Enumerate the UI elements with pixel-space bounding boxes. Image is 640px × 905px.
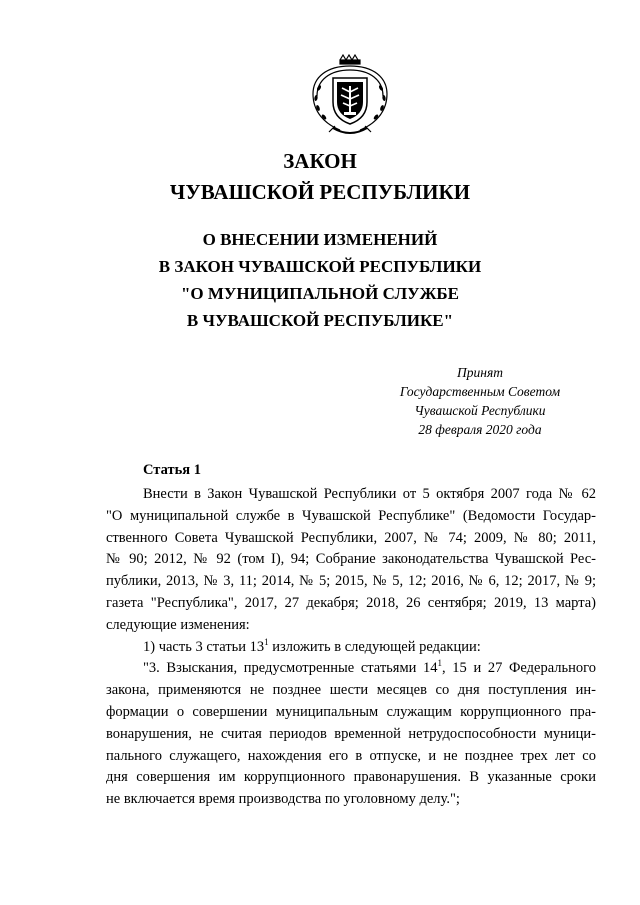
quote-line: закона, применяются не позднее шести месяцев со дня поступления ин- bbox=[106, 682, 596, 699]
list-item bbox=[106, 637, 596, 659]
subtitle-line: В ЧУВАШСКОЙ РЕСПУБЛИКЕ" bbox=[186, 311, 454, 330]
list-item-text: 1) часть 3 статьи 13 bbox=[143, 638, 265, 655]
adoption-date: 28 февраля 2020 года bbox=[418, 422, 542, 437]
article-heading: Статья 1 bbox=[143, 462, 201, 478]
paragraph-line: № 90; 2012, № 92 (том I), 94; Собрание законодательства Чувашской Рес- bbox=[106, 551, 596, 568]
article-intro bbox=[106, 484, 596, 811]
quote-text: "3. Взыскания, предусмотренные статьями 14 bbox=[143, 660, 438, 677]
law-title: ЗАКОН bbox=[283, 149, 357, 173]
quote-line bbox=[106, 658, 596, 680]
subtitle-line: О ВНЕСЕНИИ ИЗМЕНЕНИЙ bbox=[202, 230, 438, 249]
quote-line: дня совершения им коррупционного правонарушения. В указанные сроки bbox=[106, 769, 596, 786]
subtitle-line: В ЗАКОН ЧУВАШСКОЙ РЕСПУБЛИКИ bbox=[158, 257, 482, 276]
chuvash-emblem-icon bbox=[295, 52, 405, 142]
adoption-line: Государственным Советом bbox=[399, 384, 561, 399]
paragraph-line: Внести в Закон Чувашской Республики от 5 октября 2007 года № 62 bbox=[143, 486, 596, 502]
paragraph-line: следующие изменения: bbox=[106, 616, 250, 633]
quote-line: не включается время производства по уголовному делу."; bbox=[106, 791, 460, 808]
paragraph-line: газета "Республика", 2017, 27 декабря; 2018, 26 сентября; 2019, 13 марта) bbox=[106, 594, 596, 611]
paragraph-line: публики, 2013, № 3, 11; 2014, № 5; 2015, № 5, 12; 2016, № 6, 12; 2017, № 9; bbox=[106, 573, 596, 590]
law-region: ЧУВАШСКОЙ РЕСПУБЛИКИ bbox=[169, 180, 471, 204]
adoption-line: Чувашской Республики bbox=[414, 403, 546, 418]
list-item-text: изложить в следующей редакции: bbox=[268, 638, 481, 655]
adoption-note bbox=[380, 363, 580, 439]
paragraph-line: ственного Совета Чувашской Республики, 2007, № 74; 2009, № 80; 2011, bbox=[106, 529, 596, 546]
paragraph-line: "О муниципальной службе в Чувашской Республике" (Ведомости Государ- bbox=[106, 507, 596, 524]
adoption-line: Принят bbox=[457, 365, 503, 380]
quote-text: , 15 и 27 Федерального bbox=[442, 660, 596, 677]
superscript: 1 bbox=[264, 636, 269, 647]
subtitle-line: "О МУНИЦИПАЛЬНОЙ СЛУЖБЕ bbox=[180, 284, 460, 303]
superscript: 1 bbox=[437, 658, 443, 669]
quote-line: пального служащего, нахождения его в отпуске, и не позднее трех лет со bbox=[106, 747, 596, 764]
quote-line: формации о совершении муниципальным служащим коррупционного пра- bbox=[106, 703, 596, 720]
quote-line: вонарушения, не считая периодов временной нетрудоспособности муници- bbox=[106, 725, 596, 742]
